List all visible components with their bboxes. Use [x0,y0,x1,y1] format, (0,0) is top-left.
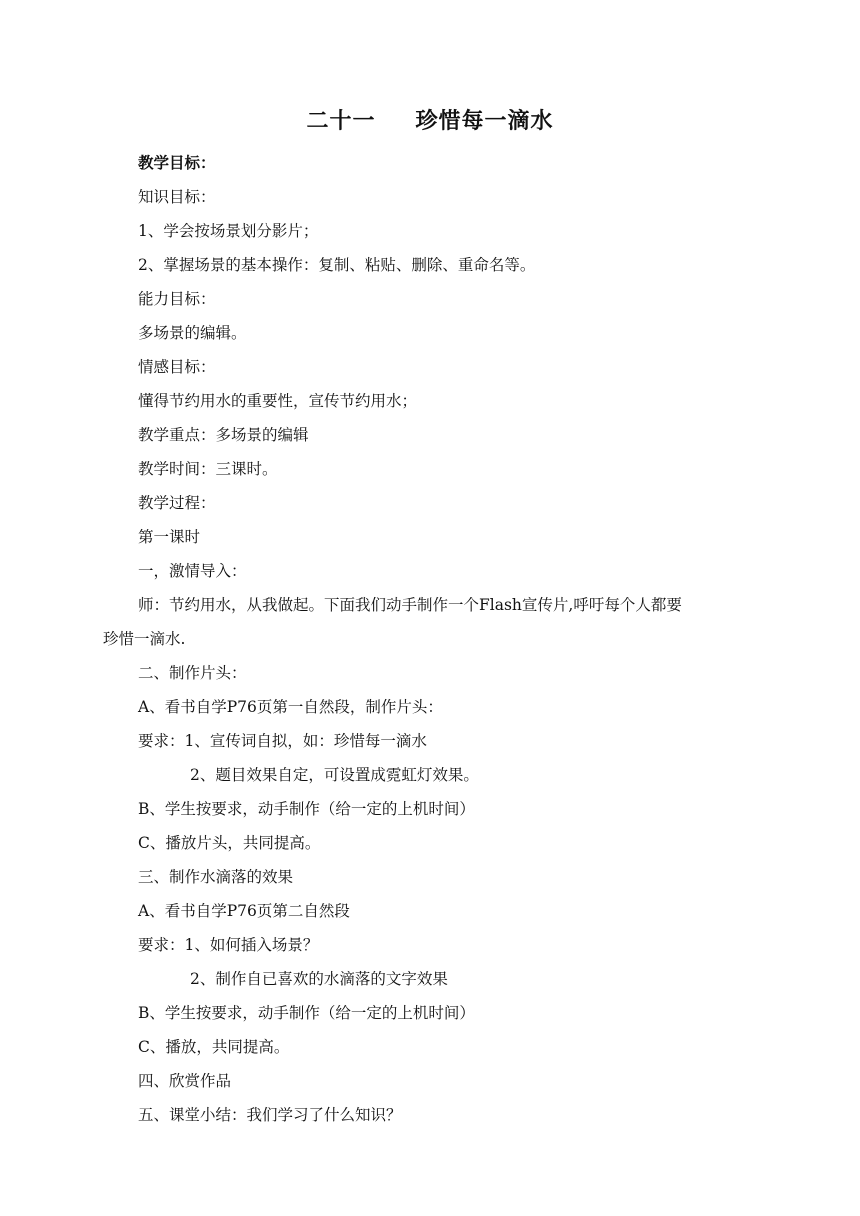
water-requirement-2: 2、制作自已喜欢的水滴落的文字效果 [190,970,448,988]
heading-knowledge-goals: 知识目标： [138,188,216,206]
teaching-time: 教学时间：三课时。 [138,460,278,478]
heading-teaching-process: 教学过程： [138,494,216,512]
water-step-b: B、学生按要求，动手制作（给一定的上机时间） [138,1004,475,1022]
water-requirement-1: 要求：1、如何插入场景？ [138,936,319,954]
opening-step-c: C、播放片头，共同提高。 [138,834,321,852]
section-summary: 五、课堂小结：我们学习了什么知识？ [138,1106,402,1124]
section-water-drop: 三、制作水滴落的效果 [138,868,294,886]
knowledge-goal-2: 2、掌握场景的基本操作：复制、粘贴、删除、重命名等。 [138,256,536,274]
title-number: 二十一 [306,109,376,134]
opening-requirement-2: 2、题目效果自定，可设置成霓虹灯效果。 [190,766,479,784]
document-body [103,146,763,1132]
opening-step-a: A、看书自学P76页第一自然段，制作片头： [138,698,443,716]
opening-requirement-1: 要求：1、宣传词自拟，如：珍惜每一滴水 [138,732,427,750]
heading-teaching-goals: 教学目标： [138,154,216,172]
emotion-goal: 懂得节约用水的重要性，宣传节约用水； [138,392,418,410]
teacher-paragraph-line-1: 师：节约用水，从我做起。下面我们动手制作一个Flash宣传片,呼吁每个人都要 [138,596,682,614]
lesson-one-heading: 第一课时 [138,528,201,546]
teacher-paragraph-line-2: 珍惜一滴水. [103,630,186,648]
knowledge-goal-1: 1、学会按场景划分影片； [138,222,319,240]
opening-step-b: B、学生按要求，动手制作（给一定的上机时间） [138,800,475,818]
water-step-c: C、播放，共同提高。 [138,1038,290,1056]
water-step-a: A、看书自学P76页第二自然段 [138,902,350,920]
ability-goal: 多场景的编辑。 [138,324,247,342]
title-text: 珍惜每一滴水 [415,109,554,134]
section-intro: 一，激情导入： [138,562,247,580]
heading-emotion-goals: 情感目标： [138,358,216,376]
document-title [0,104,860,135]
teaching-focus: 教学重点：多场景的编辑 [138,426,309,444]
heading-ability-goals: 能力目标： [138,290,216,308]
section-make-opening: 二、制作片头： [138,664,247,682]
teacher-paragraph [103,588,763,656]
section-appreciate-works: 四、欣赏作品 [138,1072,232,1090]
